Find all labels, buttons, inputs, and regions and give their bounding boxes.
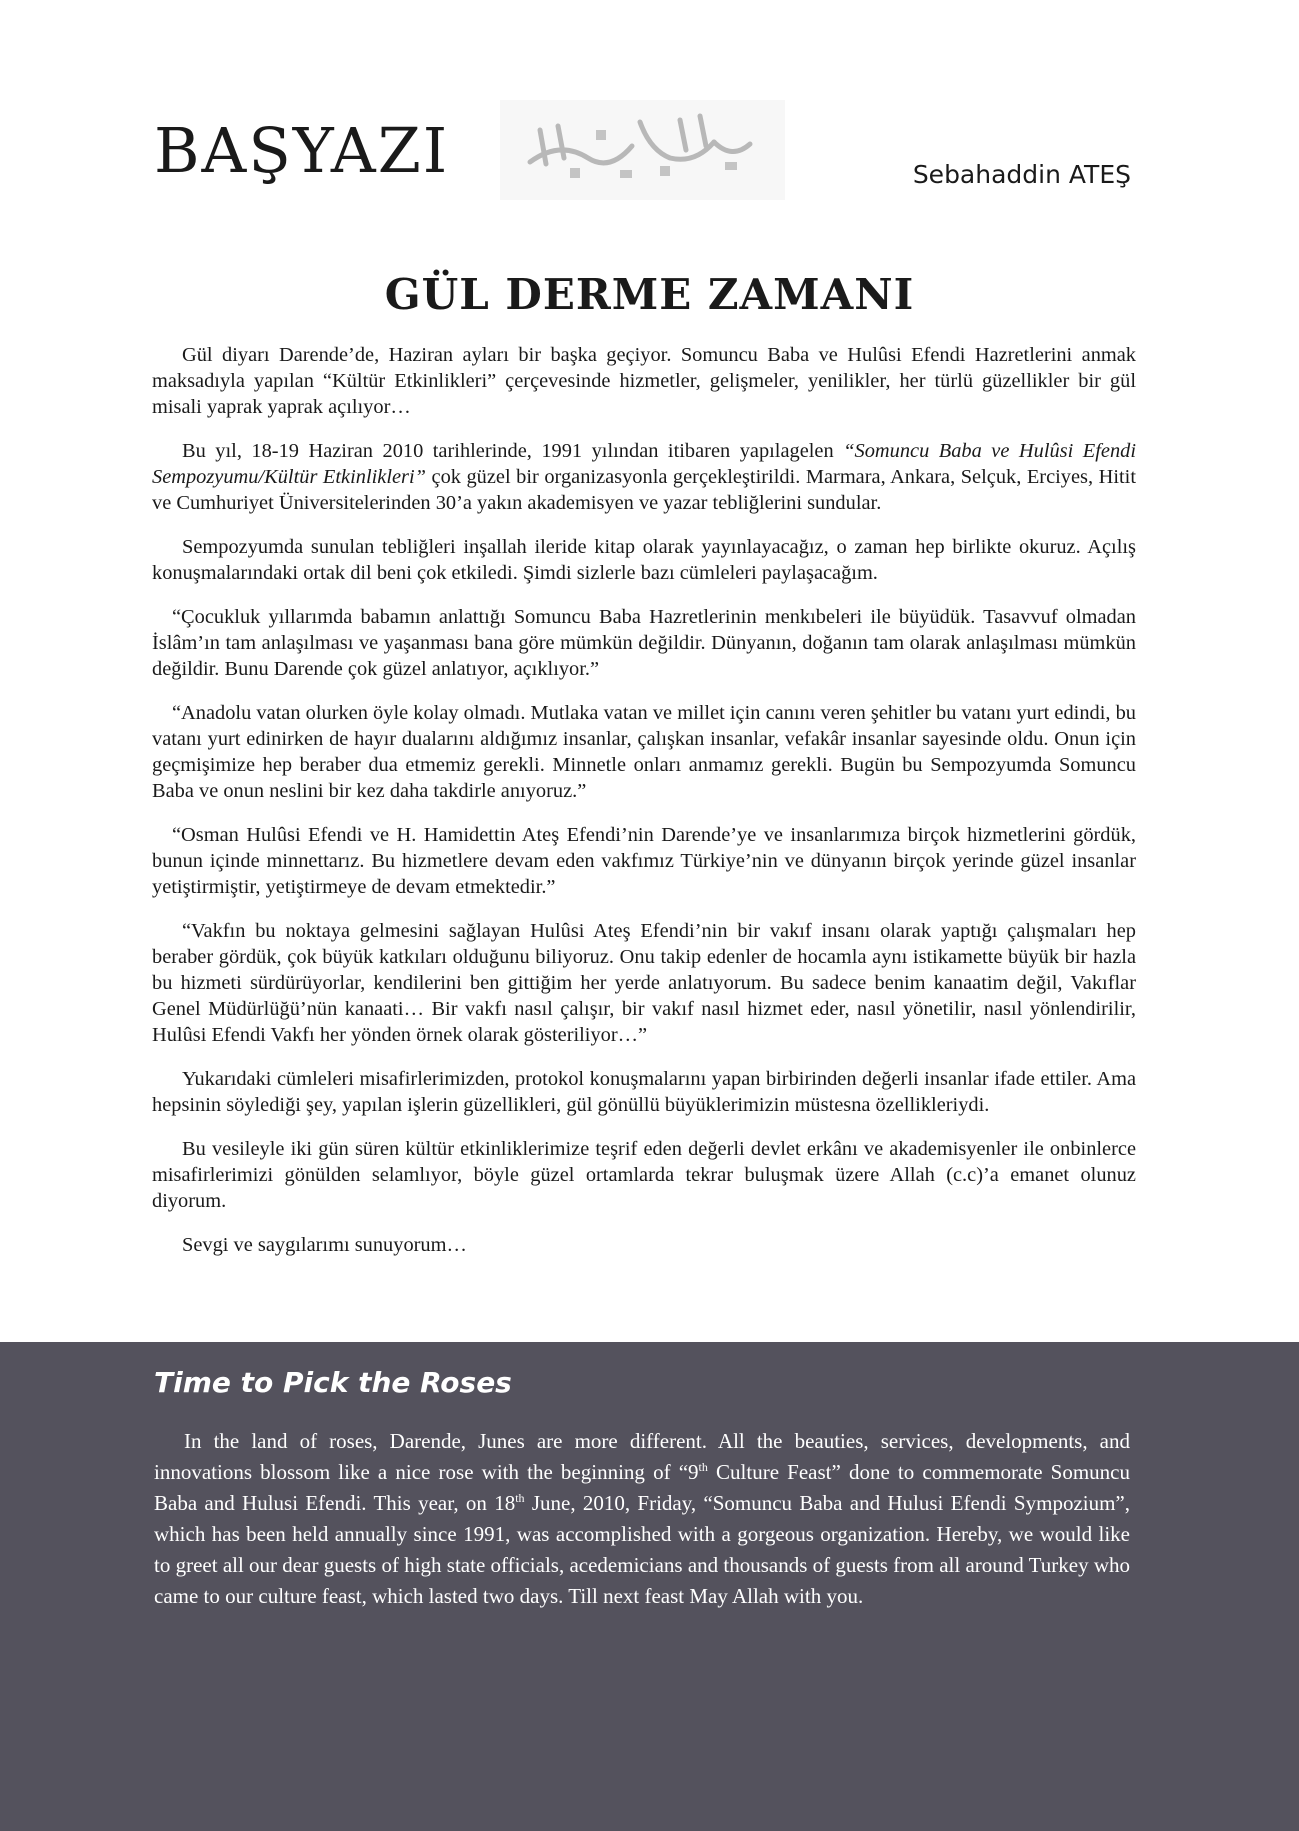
quote-paragraph: “Osman Hulûsi Efendi ve H. Hamidettin Ateş Efendi’nin Darende’ye ve insanlarımıza birçok hizmetlerini gördük, bunun içinde minnettarız. Bu hizmetlere devam eden vakfımız Türkiye’nin ve dünyanın birçok yerinde güzel insanlar yetiştirmiştir, yetiştirmeye de devam etmektedir.” bbox=[152, 824, 1136, 898]
basmala-calligraphy-image bbox=[500, 100, 785, 200]
author-name: Sebahaddin ATEŞ bbox=[912, 160, 1131, 189]
summary-text: In the land of roses, Darende, Junes are more different. All the beauties, services, developments, and innovations blossom like a nice rose with the beginning of “9 bbox=[154, 1429, 1130, 1484]
paragraph-text: çok güzel bir organizasyonla gerçekleştirildi. Marmara, Ankara, Selçuk, Erciyes, Hitit ve Cumhuriyet Üniversitelerinden 30’a yakın akademisyen ve yazar tebliğlerini sundular. bbox=[152, 466, 1136, 514]
closing-line: Sevgi ve saygılarımı sunuyorum… bbox=[182, 1234, 467, 1256]
summary-text: June, 2010, Friday, “Somuncu Baba and Hulusi Efendi Sympozium”, which has been held annually since 1991, was accomplished with a gorgeous organization. Hereby, we would like to greet all our dear guests of high state officials, acedemicians and thousands of guests from all around Turkey who came to our culture feast, which lasted two days. Till next feast May Allah with you. bbox=[154, 1491, 1131, 1608]
calligraphy-icon bbox=[500, 100, 785, 200]
event-name-italic: “Somuncu Baba ve Hulûsi Efendi Sempozyumu/Kültür Etkinlikleri” bbox=[152, 440, 1137, 488]
summary-text: Culture Feast” done to commemorate Somuncu Baba and Hulusi Efendi. This year, on 18 bbox=[154, 1460, 1131, 1515]
section-title: BAŞYAZI bbox=[154, 114, 450, 187]
paragraph: Yukarıdaki cümleleri misafirlerimizden, protokol konuşmalarını yapan birbirinden değerli insanlar ifade ettiler. Ama hepsinin söylediği şey, yapılan işlerin güzellikleri, gül gönüllü büyüklerimizin müstesna özellikleriydi. bbox=[152, 1068, 1136, 1116]
paragraph bbox=[152, 438, 1136, 516]
paragraph: Bu vesileyle iki gün süren kültür etkinliklerimize teşrif eden değerli devlet erkânı ve akademisyenler ile onbinlerce misafirlerimizi gönülden selamlıyor, böyle güzel ortamlarda tekrar buluşmak üzere Allah (c.c)’a emanet olunuz diyorum. bbox=[152, 1138, 1136, 1212]
ordinal-suffix: th bbox=[698, 1460, 708, 1474]
quote-paragraph: “Çocukluk yıllarımda babamın anlattığı Somuncu Baba Hazretlerinin menkıbeleri ile büyüdük. Tasavvuf olmadan İslâm’ın tam anlaşılması ve yaşanması bana göre mümkün değildir. Dünyanın, doğanın tam olarak anlaşılması mümkün değildir. Bunu Darende çok güzel anlatıyor, açıklıyor.” bbox=[152, 606, 1136, 680]
paragraph: Sempozyumda sunulan tebliğleri inşallah ileride kitap olarak yayınlayacağız, o zaman hep birlikte okuruz. Açılış konuşmalarındaki ortak dil beni çok etkiledi. Şimdi sizlerle bazı cümleleri paylaşacağım. bbox=[152, 536, 1136, 584]
english-summary-title: Time to Pick the Roses bbox=[154, 1366, 512, 1399]
english-summary-text bbox=[154, 1426, 1130, 1612]
paragraph-text: Bu yıl, 18-19 Haziran 2010 tarihlerinde, 1991 yılından itibaren yapılagelen bbox=[182, 440, 844, 462]
page-header bbox=[0, 0, 1299, 230]
ordinal-suffix: th bbox=[515, 1491, 525, 1505]
article-body bbox=[152, 342, 1136, 1276]
article-title: GÜL DERME ZAMANI bbox=[384, 270, 915, 319]
paragraph: Gül diyarı Darende’de, Haziran ayları bir başka geçiyor. Somuncu Baba ve Hulûsi Efendi Hazretlerini anmak maksadıyla yapılan “Kültür Etkinlikleri” çerçevesinde hizmetler, gelişmeler, yenilikler, her türlü güzellikler bir gül misali yaprak yaprak açılıyor… bbox=[152, 344, 1136, 418]
quote-paragraph: “Anadolu vatan olurken öyle kolay olmadı. Mutlaka vatan ve millet için canını veren şehitler bu vatanı yurt edindi, bu vatanı yurt edinirken de hayır dualarını aldığımız insanlar, çalışkan insanlar, vefakâr insanlar sayesinde oldu. Onun için geçmişimize hep beraber dua etmemiz gerekli. Minnetle onları anmamız gerekli. Bugün bu Sempozyumda Somuncu Baba ve onun neslini bir kez daha takdirle anıyoruz.” bbox=[152, 702, 1136, 802]
quote-paragraph: “Vakfın bu noktaya gelmesini sağlayan Hulûsi Ateş Efendi’nin bir vakıf insanı olarak yaptığı çalışmaları hep beraber gördük, çok büyük katkıları olduğunu biliyoruz. Onu takip edenler de hocamla aynı istikamette büyük bir hazla bu hizmeti sürdürüyorlar, kendilerini ben gittiğim her yerde anlatıyorum. Bu sadece benim kanaatim değil, Vakıflar Genel Müdürlüğü’nün kanaati… Bir vakfı nasıl çalışır, bir vakıf nasıl hizmet eder, nasıl yönetilir, nasıl yönlendirilir, Hulûsi Efendi Vakfı her yönden örnek olarak gösteriliyor…” bbox=[152, 920, 1136, 1046]
english-summary-box bbox=[0, 1342, 1299, 1831]
